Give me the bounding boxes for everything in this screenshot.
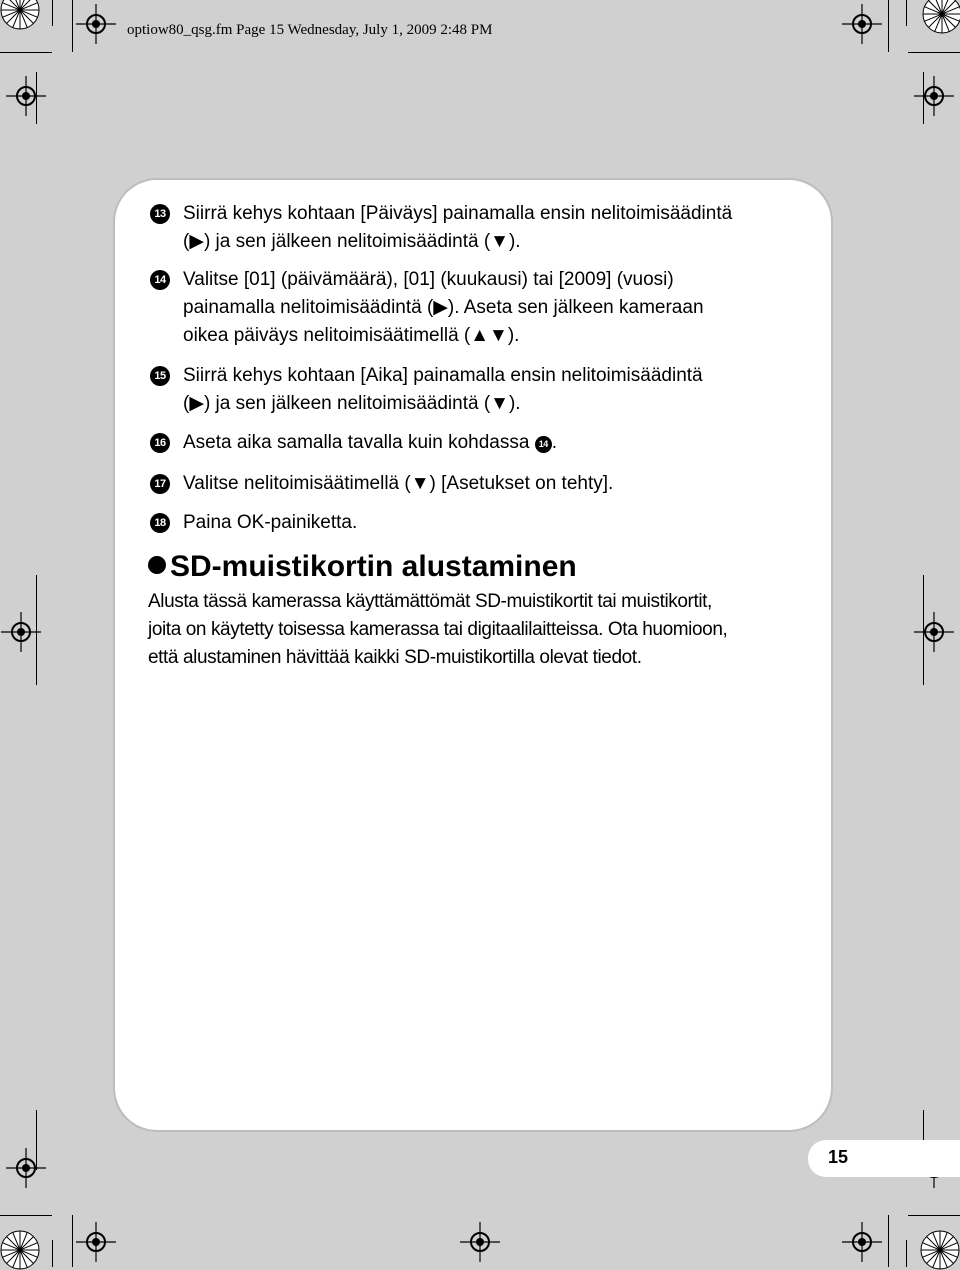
body-text-line: joita on käytetty toisessa kamerassa tai digitaalilaitteissa. Ota huomioon, [148,619,728,640]
step-text [183,266,810,350]
step-text-line: Siirrä kehys kohtaan [Aika] painamalla ensin nelitoimisäädintä [183,365,703,386]
step-text-line: (▶) ja sen jälkeen nelitoimisäädintä (▼). [183,231,521,252]
step-text-suffix: . [551,432,557,453]
step-reference-badge: 14 [535,436,552,453]
step-text [183,200,810,256]
instruction-step [150,200,810,256]
page-number: 15 [828,1147,849,1167]
trim-line [0,52,52,53]
trim-line [52,1240,53,1267]
instruction-step [150,429,810,457]
step-number-badge: 17 [150,474,170,494]
step-number-badge: 13 [150,204,170,224]
registration-mark-icon [6,76,46,116]
step-text-line: Aseta aika samalla tavalla kuin kohdassa [183,432,530,453]
section-heading-text: SD-muistikortin alustaminen [170,550,577,583]
step-text [183,429,810,457]
sunburst-mark-icon [0,1230,40,1270]
registration-mark-icon [914,612,954,652]
sunburst-mark-icon [922,0,960,34]
step-text [183,509,810,537]
registration-mark-icon [76,4,116,44]
step-text-line: Valitse nelitoimisäätimellä (▼) [Asetukset on tehty]. [183,473,614,494]
trim-line [52,0,53,26]
step-text-line: Paina OK-painiketta. [183,512,358,533]
step-text-line: oikea päiväys nelitoimisäätimellä (▲▼). [183,325,520,346]
instruction-step [150,470,810,498]
trim-line [908,52,960,53]
registration-mark-icon [6,1148,46,1188]
trim-line [0,1215,52,1216]
registration-mark-icon [842,4,882,44]
section-heading [148,549,577,585]
sunburst-mark-icon [920,1230,960,1270]
step-number-badge: 15 [150,366,170,386]
step-text-line: Siirrä kehys kohtaan [Päiväys] painamalla ensin nelitoimisäädintä [183,203,733,224]
body-text-line: että alustaminen hävittää kaikki SD-muistikortilla olevat tiedot. [148,647,642,668]
trim-line [72,0,73,52]
trim-line [906,0,907,26]
trim-line [72,1215,73,1267]
trim-line [888,1215,889,1267]
section-body [148,588,808,672]
sunburst-mark-icon [0,0,40,30]
bullet-icon [148,556,166,574]
step-text [183,470,810,498]
instruction-step [150,266,810,350]
step-number-badge: 14 [150,270,170,290]
trim-line [908,1215,960,1216]
print-header: optiow80_qsg.fm Page 15 Wednesday, July 1, 2009 2:48 PM [127,22,493,38]
step-number-badge: 16 [150,433,170,453]
registration-mark-icon [914,76,954,116]
instruction-step [150,509,810,537]
step-number-badge: 18 [150,513,170,533]
registration-mark-icon [842,1222,882,1262]
step-text-line: Valitse [01] (päivämäärä), [01] (kuukausi) tai [2009] (vuosi) [183,269,674,290]
body-text-line: Alusta tässä kamerassa käyttämättömät SD-muistikortit tai muistikortit, [148,591,712,612]
step-text-line: painamalla nelitoimisäädintä (▶). Aseta sen jälkeen kameraan [183,297,704,318]
registration-mark-icon [1,612,41,652]
trim-line [906,1240,907,1267]
registration-mark-icon [460,1222,500,1262]
step-text [183,362,810,418]
registration-mark-icon [76,1222,116,1262]
instruction-step [150,362,810,418]
step-text-line: (▶) ja sen jälkeen nelitoimisäädintä (▼). [183,393,521,414]
trim-line [888,0,889,52]
